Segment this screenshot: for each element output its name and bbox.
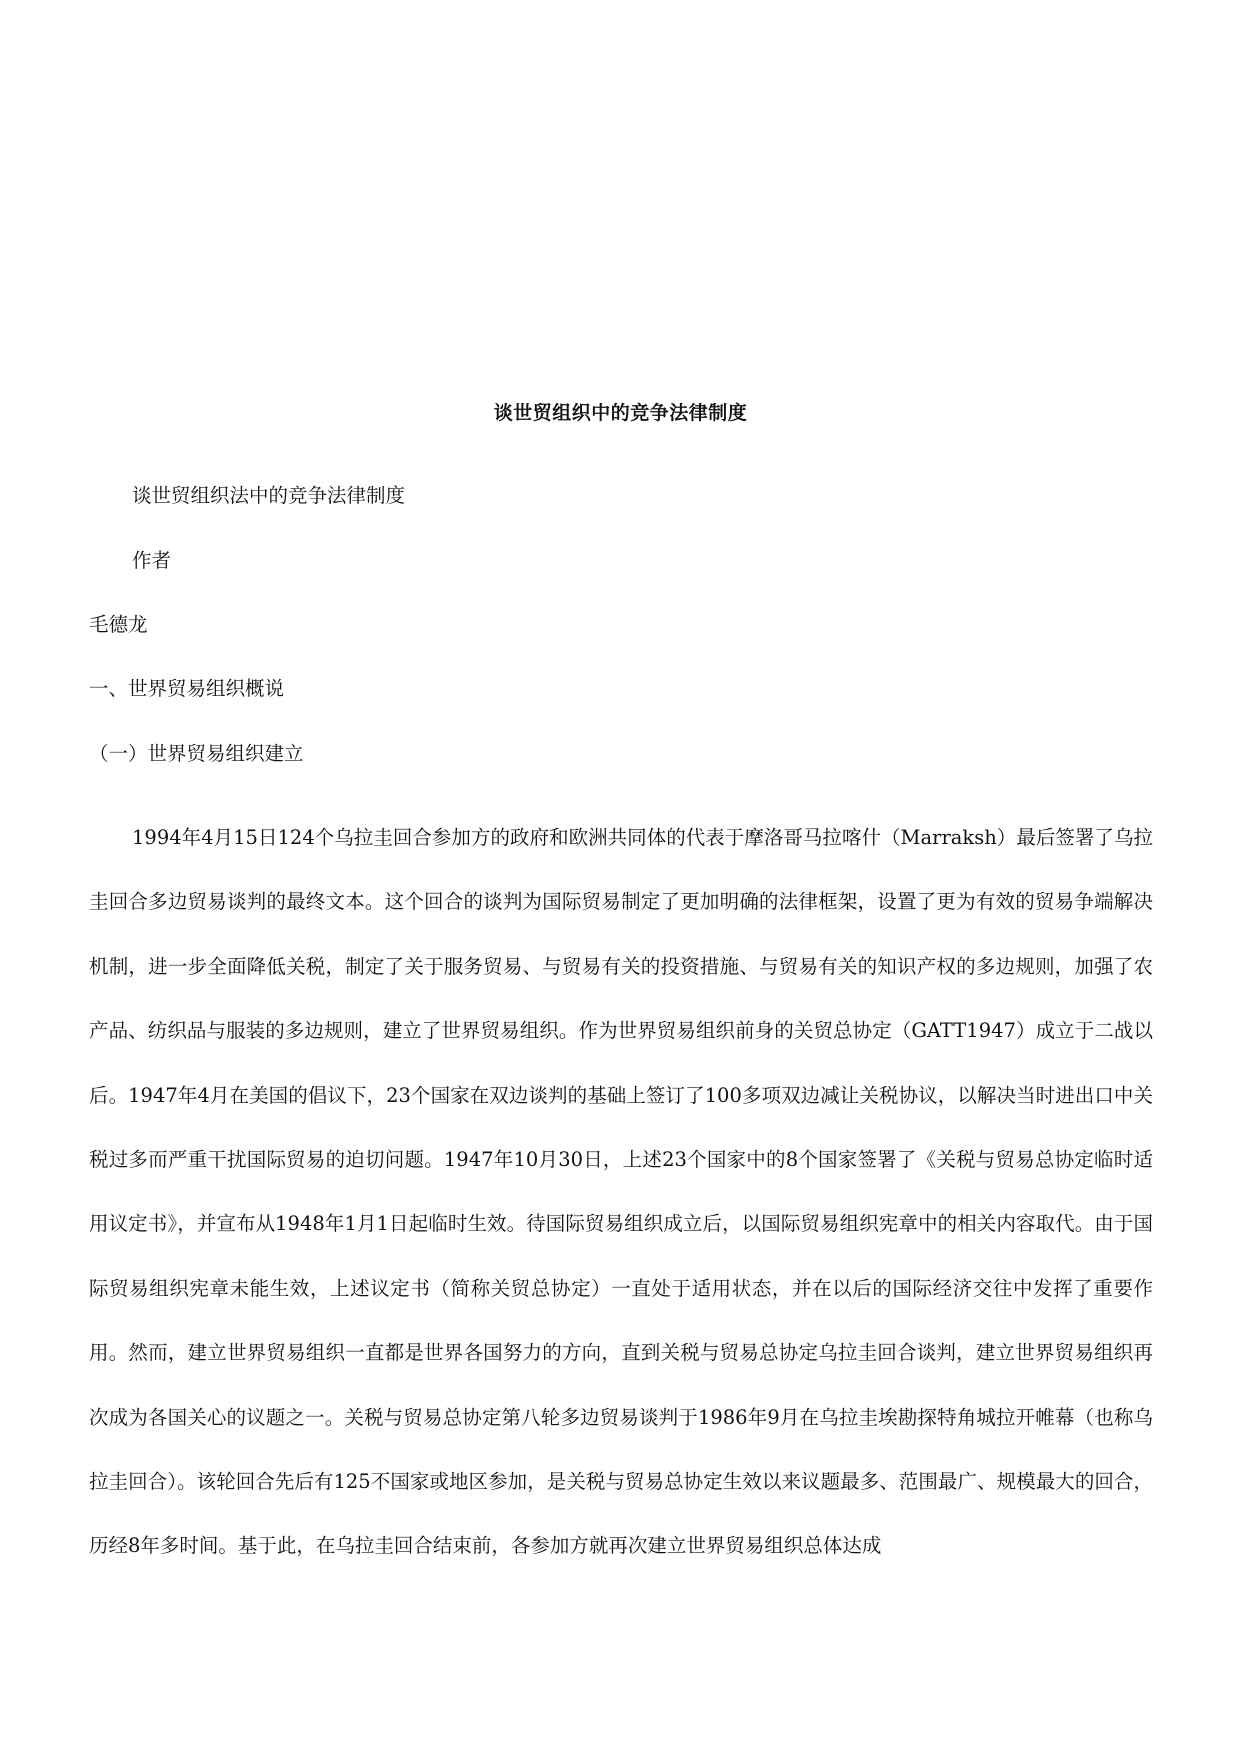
document-subtitle: 谈世贸组织法中的竞争法律制度	[132, 484, 406, 507]
author-name: 毛德龙	[89, 613, 148, 636]
body-paragraph: 1994年4月15日124个乌拉圭回合参加方的政府和欧洲共同体的代表于摩洛哥马拉喀什（Marraksh）最后签署了乌拉圭回合多边贸易谈判的最终文本。这个回合的谈判为国际贸易制定了更加明确的法律框架，设置了更为有效的贸易争端解决机制，进一步全面降低关税，制定了关于服务贸易、与贸易有关的投资措施、与贸易有关的知识产权的多边规则，加强了农产品、纺织品与服装的多边规则，建立了世界贸易组织。作为世界贸易组织前身的关贸总协定（GATT1947）成立于二战以后。1947年4月在美国的倡议下，23个国家在双边谈判的基础上签订了100多项双边减让关税协议，以解决当时进出口中关税过多而严重干扰国际贸易的迫切问题。1947年10月30日，上述23个国家中的8个国家签署了《关税与贸易总协定临时适用议定书》，并宣布从1948年1月1日起临时生效。待国际贸易组织成立后，以国际贸易组织宪章中的相关内容取代。由于国际贸易组织宪章未能生效，上述议定书（简称关贸总协定）一直处于适用状态，并在以后的国际经济交往中发挥了重要作用。然而，建立世界贸易组织一直都是世界各国努力的方向，直到关税与贸易总协定乌拉圭回合谈判，建立世界贸易组织再次成为各国关心的议题之一。关税与贸易总协定第八轮多边贸易谈判于1986年9月在乌拉圭埃勘探特角城拉开帷幕（也称乌拉圭回合）。该轮回合先后有125不国家或地区参加，是关税与贸易总协定生效以来议题最多、范围最广、规模最大的回合，历经8年多时间。基于此，在乌拉圭回合结束前，各参加方就再次建立世界贸易组织总体达成	[89, 826, 1153, 1558]
subsection-heading: （一）世界贸易组织建立	[89, 742, 304, 765]
author-label: 作者	[132, 549, 172, 572]
document-title: 谈世贸组织中的竞争法律制度	[493, 402, 748, 424]
section-heading: 一、世界贸易组织概说	[89, 677, 285, 700]
